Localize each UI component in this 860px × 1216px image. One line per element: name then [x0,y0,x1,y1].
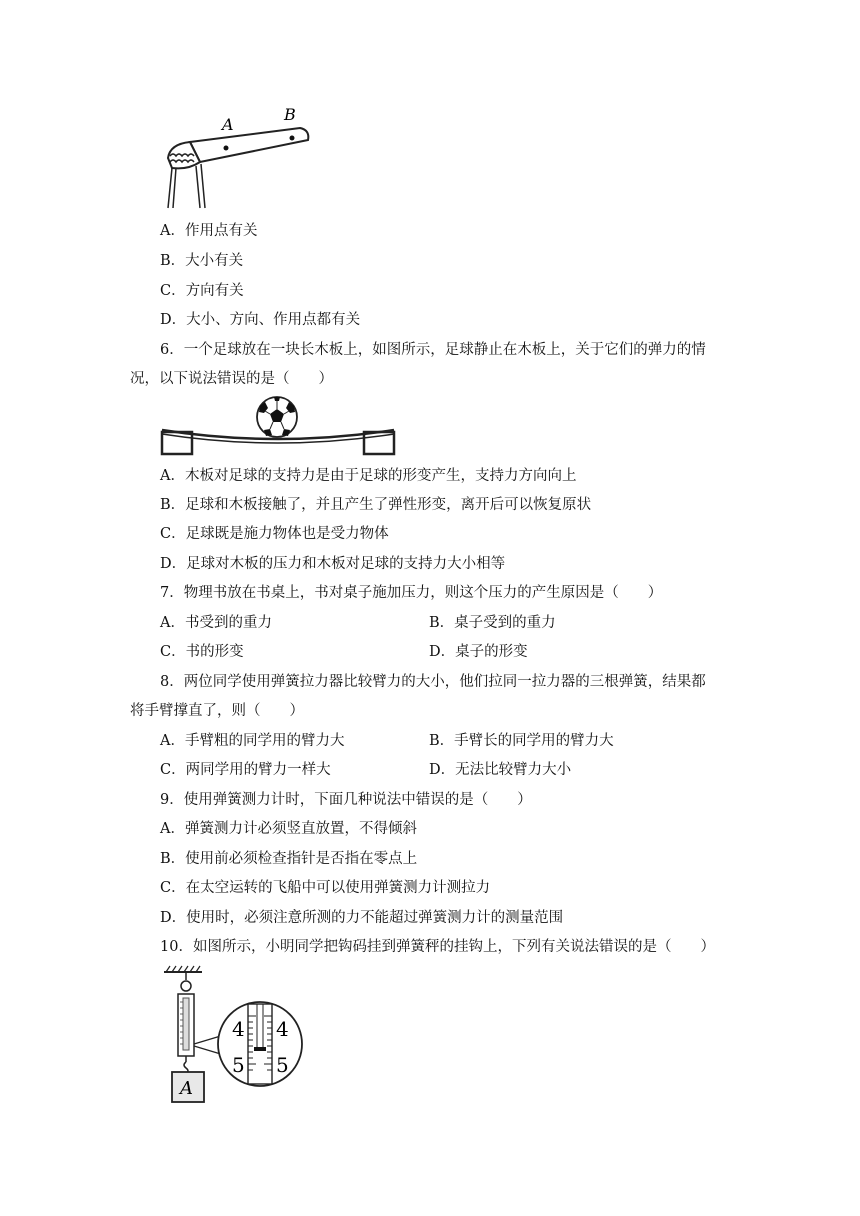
spring-scale-figure [160,964,310,1106]
q6-option-a: A．木板对足球的支持力是由于足球的形变产生，支持力方向向上 [160,468,577,484]
q6-option-c: C．足球既是施力物体也是受力物体 [160,526,389,542]
tick-5-right: 5 [276,1053,289,1077]
q9-option-d: D．使用时，必须注意所测的力不能超过弹簧测力计的测量范围 [160,910,564,926]
q10-stem: 10．如图所示，小明同学把钩码挂到弹簧秤的挂钩上，下列有关说法错误的是（ ） [160,939,715,955]
label-b: B [284,105,296,124]
q5-option-b: B．大小有关 [160,253,244,269]
q8-option-c: C．两同学用的臂力一样大 [160,762,331,778]
point-b [290,136,295,141]
block-label: A [180,1078,193,1099]
pointer [254,1047,266,1051]
q7-stem: 7．物理书放在书桌上，书对桌子施加压力，则这个压力的产生原因是（ ） [160,585,663,601]
tick-4-left: 4 [232,1017,245,1041]
q5-option-d: D．大小、方向、作用点都有关 [160,312,361,328]
q9-option-a: A．弹簧测力计必须竖直放置，不得倾斜 [160,821,417,837]
q6-stem-line2: 况，以下说法错误的是（ ） [130,371,333,387]
q8-stem-line2: 将手臂撑直了，则（ ） [130,703,304,719]
q7-option-c: C．书的形变 [160,644,244,660]
q7-option-b: B．桌子受到的重力 [429,615,556,631]
tick-4-right: 4 [276,1017,289,1041]
q5-option-a: A．作用点有关 [160,223,258,239]
q6-option-d: D．足球对木板的压力和木板对足球的支持力大小相等 [160,556,506,572]
q5-option-c: C．方向有关 [160,283,244,299]
q7-option-d: D．桌子的形变 [429,644,528,660]
q8-stem-line1: 8．两位同学使用弹簧拉力器比较臂力的大小，他们拉同一拉力器的三根弹簧，结果都 [160,674,706,690]
q8-option-d: D．无法比较臂力大小 [429,762,572,778]
q7-option-a: A．书受到的重力 [160,615,272,631]
label-a: A [222,115,234,134]
lever-figure [160,100,320,210]
point-a [224,146,229,151]
q9-option-c: C．在太空运转的飞船中可以使用弹簧测力计测拉力 [160,880,491,896]
q6-option-b: B．足球和木板接触了，并且产生了弹性形变，离开后可以恢复原状 [160,497,592,513]
q8-option-b: B．手臂长的同学用的臂力大 [429,733,614,749]
q9-stem: 9．使用弹簧测力计时，下面几种说法中错误的是（ ） [160,792,532,808]
q9-option-b: B．使用前必须检查指针是否指在零点上 [160,851,418,867]
football-board-figure [160,396,396,458]
q8-option-a: A．手臂粗的同学用的臂力大 [160,733,345,749]
tick-5-left: 5 [232,1053,245,1077]
q6-stem-line1: 6．一个足球放在一块长木板上，如图所示，足球静止在木板上，关于它们的弹力的情 [160,342,706,358]
